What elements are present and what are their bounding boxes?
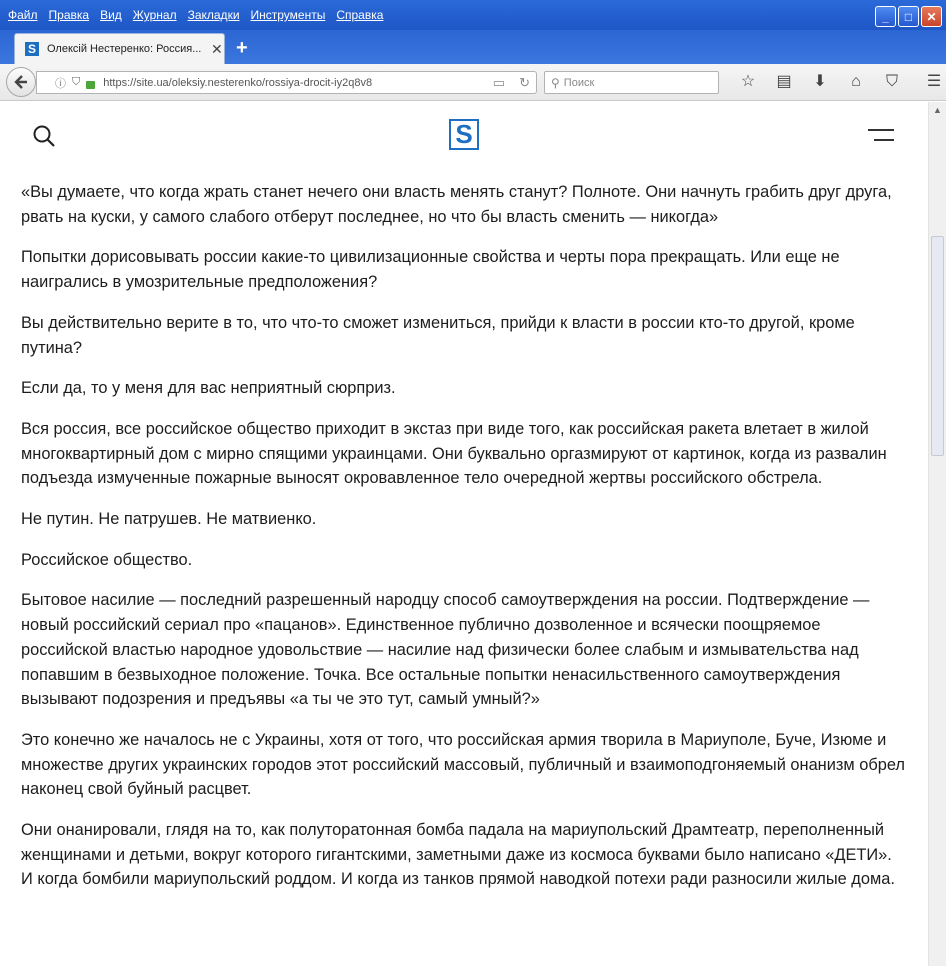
tab-close-icon[interactable]: ✕ bbox=[211, 40, 223, 57]
menu-icon[interactable]: ☰ bbox=[926, 73, 942, 90]
window-controls bbox=[875, 6, 942, 27]
scroll-up-arrow-icon[interactable]: ▲ bbox=[929, 102, 946, 119]
tab-title: Олексій Нестеренко: Россия... bbox=[47, 43, 202, 55]
title-bar bbox=[0, 0, 946, 30]
menu-help[interactable]: Справка bbox=[336, 8, 384, 22]
article-paragraph: Это конечно же началось не с Украины, хотя от того, что российская армия творила в Мариуполе, Буче, Изюме и множестве других украинских городов этот российский массовый, публичный и взаимоподгоняемый онанизм обрел наконец свой буйный расцвет. bbox=[21, 730, 905, 799]
site-header bbox=[0, 102, 928, 172]
reload-icon[interactable]: ↻ bbox=[519, 75, 530, 90]
menu-history[interactable]: Журнал bbox=[132, 8, 177, 22]
article-paragraph: Не путин. Не патрушев. Не матвиенко. bbox=[21, 510, 317, 529]
page-content bbox=[0, 102, 928, 966]
scrollbar-thumb[interactable] bbox=[931, 236, 944, 456]
search-icon: ⚲ bbox=[551, 75, 560, 90]
article-paragraph: Российское общество. bbox=[21, 550, 193, 569]
tab-active[interactable] bbox=[14, 33, 225, 64]
reader-view-icon[interactable]: ▭ bbox=[492, 75, 506, 90]
minimize-button[interactable]: _ bbox=[875, 6, 896, 27]
url-bar[interactable] bbox=[36, 71, 537, 94]
new-tab-button[interactable]: + bbox=[236, 37, 248, 59]
lock-icon[interactable] bbox=[86, 81, 95, 89]
maximize-button[interactable]: □ bbox=[898, 6, 919, 27]
tab-strip bbox=[0, 30, 946, 64]
search-placeholder: Поиск bbox=[563, 76, 595, 89]
back-button[interactable] bbox=[6, 67, 36, 97]
article-body bbox=[21, 180, 906, 908]
menu-bar bbox=[0, 0, 390, 30]
menu-view[interactable]: Вид bbox=[100, 8, 122, 22]
download-icon[interactable]: ⬇ bbox=[813, 73, 827, 90]
site-favicon-icon: S bbox=[25, 42, 39, 56]
vertical-scrollbar[interactable] bbox=[928, 102, 946, 966]
article-paragraph: «Вы думаете, что когда жрать станет нечего они власть менять станут? Полноте. Они начнуть грабить друг друга, рвать на куски, у самого слабого отберут последнее, но что бы власть сменить — никогда» bbox=[21, 183, 892, 226]
menu-edit[interactable]: Правка bbox=[48, 8, 90, 22]
menu-bookmarks[interactable]: Закладки bbox=[187, 8, 240, 22]
back-arrow-icon bbox=[13, 74, 29, 90]
close-window-button[interactable]: ✕ bbox=[921, 6, 942, 27]
shield-icon[interactable]: ⛉ bbox=[72, 76, 81, 88]
menu-tools[interactable]: Инструменты bbox=[250, 8, 326, 22]
site-search-icon[interactable] bbox=[32, 124, 56, 148]
toolbar-icons bbox=[730, 73, 946, 91]
bookmark-star-icon[interactable]: ☆ bbox=[740, 73, 756, 90]
url-text[interactable]: https://site.ua/oleksiy.nesterenko/rossiya-drocit-iy2q8v8 bbox=[103, 76, 373, 89]
site-logo[interactable]: S bbox=[449, 119, 479, 150]
pocket-icon[interactable]: ⛉ bbox=[885, 73, 898, 90]
info-icon[interactable]: ⓘ bbox=[55, 77, 66, 90]
home-icon[interactable]: ⌂ bbox=[851, 73, 861, 90]
article-paragraph: Бытовое насилие — последний разрешенный народцу способ самоутверждения на россии. Подтверждение — новый российский сериал про «пацанов». Единственное публично дозволенное и всячески поощряемое российской властью народное удовольствие — насилие над физически более слабым и измывательства над попавшим в безвыходное положение. Точка. Все остальные попытки ненасильственного самоутверждения вызывают подозрения и предъявы «а ты че это тут, самый умный?» bbox=[21, 591, 870, 709]
article-paragraph: Попытки дорисовывать россии какие-то цивилизационные свойства и черты пора прекращать. Или еще не наигрались в умозрительные предположения? bbox=[21, 248, 840, 292]
menu-file[interactable]: Файл bbox=[8, 8, 38, 22]
site-menu-icon[interactable] bbox=[868, 126, 894, 144]
bookmarks-list-icon[interactable]: ▤ bbox=[776, 73, 792, 90]
article-paragraph: Если да, то у меня для вас неприятный сюрприз. bbox=[21, 379, 396, 398]
article-paragraph: Вся россия, все российское общество приходит в экстаз при виде того, как российская ракета влетает в жилой многоквартирный дом с мирно спящими украинцами. Они буквально оргазмируют от картинок, когда из развалин подъезда измученные пожарные выносят окровавленное тело очередной жертвы российского обстрела. bbox=[21, 419, 887, 488]
article-paragraph: Они онанировали, глядя на то, как полуторатонная бомба падала на мариупольский Драмтеатр, переполненный женщинами и детьми, вокруг которого гигантскими, заметными даже из космоса буквами было написано «ДЕТИ». И когда бомбили мариупольский роддом. И когда из танков прямой наводкой потехи ради разносили жилые дома. bbox=[21, 821, 895, 889]
article-paragraph: Вы действительно верите в то, что что-то сможет измениться, прийди к власти в россии кто-то другой, кроме путина? bbox=[21, 313, 855, 357]
search-bar[interactable] bbox=[544, 71, 719, 94]
navigation-bar bbox=[0, 64, 946, 101]
